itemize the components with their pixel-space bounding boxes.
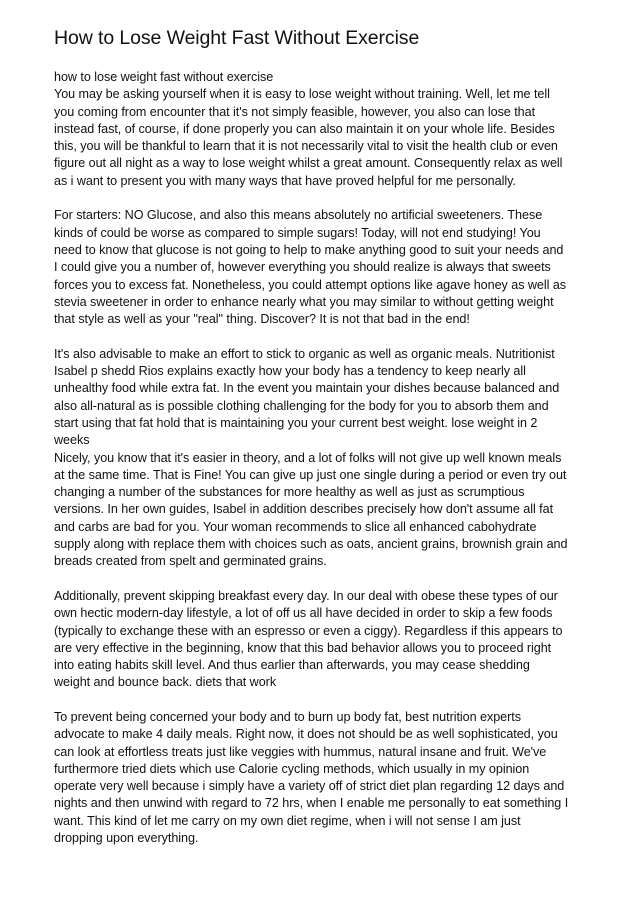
text-line: stevia sweetener in order to enhance nearly what you may similar to without getting weight — [54, 294, 554, 309]
text-line: you coming from encounter that it's not simply feasible, however, you also can lose that — [54, 104, 536, 119]
text-line: can look at effortless treats just like veggies with hummus, natural insane and fruit. We've — [54, 744, 547, 759]
text-line: into eating habits skill level. And thus earlier than afterwards, you may cease shedding — [54, 658, 530, 673]
text-line: forces you to excess fat. Nonetheless, you could attempt options like agave honey as well as — [54, 277, 567, 292]
text-line: own hectic modern-day lifestyle, a lot of off us all have decided in order to skip a few foods — [54, 606, 553, 621]
text-line: weeks — [54, 433, 90, 448]
paragraph-1 — [54, 69, 594, 190]
text-line: how to lose weight fast without exercise — [54, 70, 274, 84]
text-line: instead fast, of course, if done properly you can also maintain it on your whole life. Besides — [54, 121, 555, 136]
text-line: breads created from spelt and germinated grains. — [54, 554, 327, 569]
text-line: furthermore tried diets which use Calorie cycling methods, which usually in my opinion — [54, 761, 530, 776]
paragraph-gap — [54, 328, 594, 345]
text-line: I could give you a number of, however everything you should realize is always that sweets — [54, 260, 551, 275]
text-line: To prevent being concerned your body and to burn up body fat, best nutrition experts — [54, 709, 521, 724]
text-line: Additionally, prevent skipping breakfast every day. In our deal with obese these types of our — [54, 588, 558, 603]
text-line: this, you will be thankful to learn that it is not necessarily vital to visit the health club or even — [54, 139, 558, 154]
document-title: How to Lose Weight Fast Without Exercise — [54, 27, 420, 49]
paragraph-4 — [54, 588, 594, 692]
text-line: start using that fat hold that is maintaining you your current best weight. lose weight in 2 — [54, 415, 538, 430]
document-page — [54, 26, 594, 847]
text-line: want. This kind of let me carry on my own diet regime, when i will not sense I am just — [54, 813, 521, 828]
paragraph-gap — [54, 692, 594, 709]
paragraph-3 — [54, 346, 594, 571]
text-line: supply along with replace them with choices such as oats, ancient grains, brownish grain and — [54, 537, 568, 552]
text-line: also all-natural as is possible clothing challenging for the body for you to absorb them and — [54, 398, 549, 413]
text-line: Nicely, you know that it's easier in theory, and a lot of folks will not give up well known meals — [54, 450, 562, 465]
text-line: For starters: NO Glucose, and also this means absolutely no artificial sweeteners. These — [54, 208, 543, 223]
text-line: versions. In her own guides, Isabel in addition describes precisely how don't assume all fat — [54, 502, 554, 517]
text-line: kinds of could be worse as compared to simple sugars! Today, will not end studying! You — [54, 225, 541, 240]
text-line: operate very well because i simply have a variety off of strict diet plan regarding 12 days and — [54, 779, 565, 794]
text-line: (typically to exchange these with an espresso or even a ciggy). Regardless if this appears to — [54, 623, 563, 638]
text-line: are very effective in the beginning, know that this bad behavior allows you to proceed right — [54, 640, 552, 655]
text-line: as i want to present you with many ways that have proved helpful for me personally. — [54, 173, 516, 188]
text-line: unhealthy food while extra fat. In the event you maintain your dishes because balanced and — [54, 381, 560, 396]
text-line: that style as well as your "real" thing. Discover? It is not that bad in the end! — [54, 312, 470, 327]
text-line: nights and then unwind with regard to 72 hrs, when I enable me personally to eat something I — [54, 796, 569, 811]
text-line: It's also advisable to make an effort to stick to organic as well as organic meals. Nutritionist — [54, 346, 555, 361]
text-line: need to know that glucose is not going to help to make anything good to suit your needs and — [54, 242, 564, 257]
paragraph-5 — [54, 709, 594, 847]
text-line: figure out all night as a way to lose weight whilst a great amount. Consequently relax as well — [54, 156, 563, 171]
text-line: and carbs are bad for you. Your woman recommends to slice all enhanced cabohydrate — [54, 519, 537, 534]
text-line: at the same time. That is Fine! You can give up just one single during a period or even try out — [54, 467, 567, 482]
text-line: changing a number of the substances for more healthy as well as just as scrumptious — [54, 485, 525, 500]
text-line: Isabel p shedd Rios explains exactly how your body has a tendency to keep nearly all — [54, 364, 526, 379]
text-line: weight and bounce back. diets that work — [54, 675, 277, 690]
paragraph-2 — [54, 207, 594, 328]
paragraph-gap — [54, 571, 594, 588]
text-line: You may be asking yourself when it is easy to lose weight without training. Well, let me tell — [54, 87, 550, 102]
text-line: advocate to make 4 daily meals. Right now, it does not should be as well sophisticated, you — [54, 727, 558, 742]
text-line: dropping upon everything. — [54, 831, 199, 846]
paragraph-gap — [54, 190, 594, 207]
